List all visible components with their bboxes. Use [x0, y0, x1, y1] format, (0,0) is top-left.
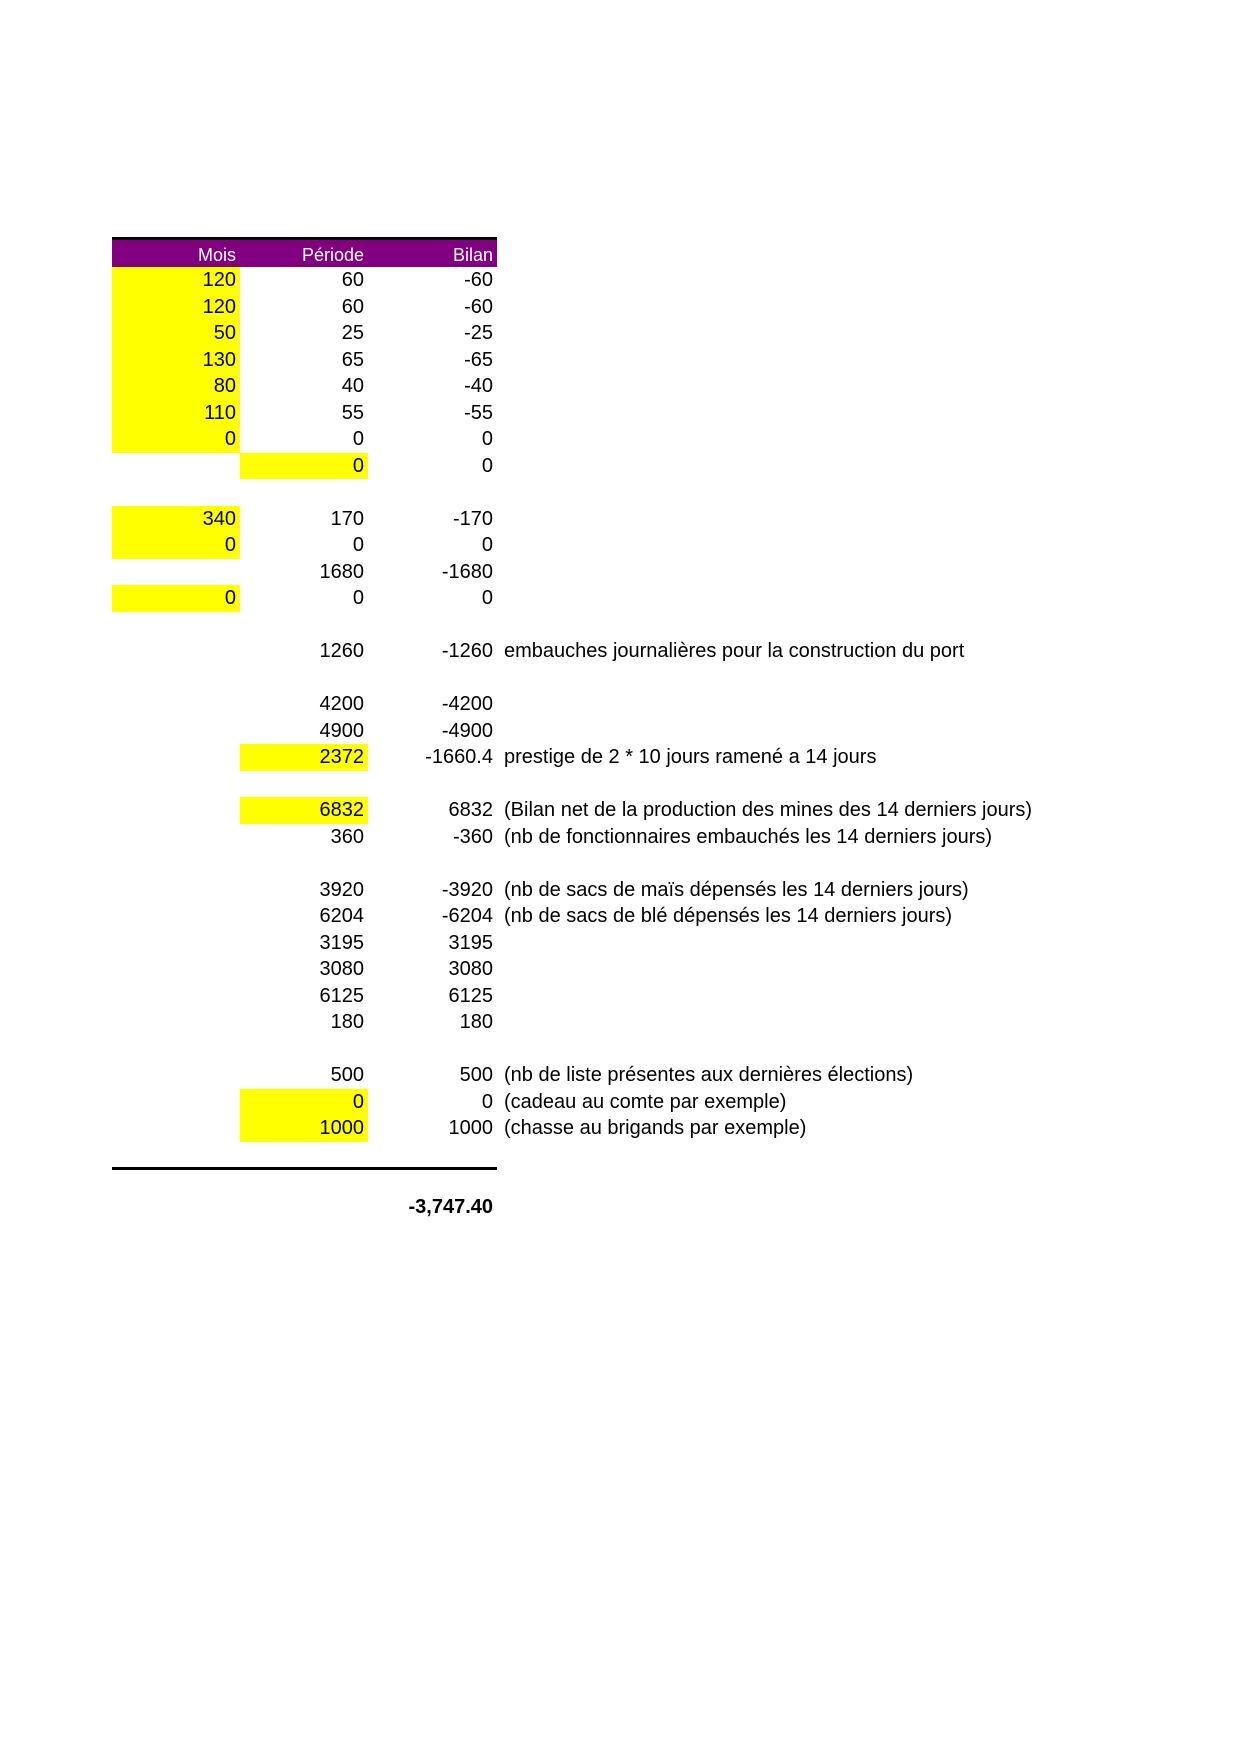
cell-mois[interactable]	[112, 797, 240, 824]
cell-bilan[interactable]: 1000	[448, 1117, 493, 1139]
table-row	[112, 744, 1132, 771]
table-row	[112, 585, 1132, 612]
cell-periode[interactable]: 0	[352, 587, 364, 609]
table-row	[112, 983, 1132, 1010]
cell-note[interactable]: (nb de fonctionnaires embauchés les 14 derniers jours)	[504, 825, 993, 848]
table-row	[112, 718, 1132, 745]
cell-bilan[interactable]: 180	[459, 1011, 493, 1033]
cell-mois[interactable]: 130	[112, 347, 240, 374]
cell-periode[interactable]: 2372	[240, 744, 368, 771]
cell-periode[interactable]: 6832	[240, 797, 368, 824]
cell-bilan[interactable]: -60	[464, 295, 493, 318]
table-row	[112, 532, 1132, 559]
cell-mois[interactable]	[112, 744, 240, 771]
cell-mois[interactable]	[112, 1115, 240, 1142]
cell-bilan[interactable]: 0	[481, 1090, 493, 1113]
cell-bilan[interactable]: 6832	[448, 799, 493, 821]
cell-note[interactable]: prestige de 2 * 10 jours ramené a 14 jours	[504, 746, 877, 768]
cell-mois[interactable]	[112, 903, 240, 930]
cell-note[interactable]: (nb de sacs de blé dépensés les 14 derniers jours)	[504, 905, 953, 927]
cell-bilan[interactable]: -55	[464, 401, 493, 424]
cell-periode[interactable]: 4200	[319, 693, 364, 715]
cell-bilan[interactable]: -60	[464, 269, 493, 291]
cell-periode[interactable]: 3920	[319, 878, 364, 901]
cell-bilan[interactable]: -170	[452, 507, 493, 530]
cell-mois[interactable]: 50	[112, 320, 240, 347]
table-row	[112, 1089, 1132, 1116]
table-row	[112, 824, 1132, 851]
header-periode: Période	[301, 245, 364, 265]
cell-periode[interactable]: 0	[240, 453, 368, 480]
cell-note[interactable]: embauches journalières pour la construction du port	[504, 640, 965, 662]
bilan-total: -3,747.40	[408, 1196, 493, 1218]
table-row	[112, 267, 1132, 294]
table-row	[112, 1062, 1132, 1089]
header-bilan: Bilan	[452, 245, 493, 265]
bottom-border	[112, 1167, 497, 1170]
cell-bilan[interactable]: 0	[481, 454, 493, 477]
cell-periode[interactable]: 6125	[319, 984, 364, 1007]
table-row	[112, 400, 1132, 427]
cell-note[interactable]: (Bilan net de la production des mines des 14 derniers jours)	[504, 799, 1033, 821]
cell-bilan[interactable]: -360	[452, 825, 493, 848]
cell-periode[interactable]: 500	[330, 1064, 364, 1086]
cell-periode[interactable]: 55	[341, 401, 364, 424]
cell-periode[interactable]: 3080	[319, 958, 364, 980]
cell-mois[interactable]: 120	[112, 267, 240, 294]
cell-mois[interactable]	[112, 930, 240, 957]
table-row	[112, 559, 1132, 586]
cell-mois[interactable]: 80	[112, 373, 240, 400]
cell-periode[interactable]: 360	[330, 825, 364, 848]
cell-periode[interactable]: 3195	[319, 931, 364, 954]
table-row	[112, 294, 1132, 321]
table-row	[112, 373, 1132, 400]
cell-mois[interactable]: 0	[112, 585, 240, 612]
header-row	[112, 240, 497, 267]
cell-note[interactable]: (nb de liste présentes aux dernières élections)	[504, 1064, 914, 1086]
cell-periode[interactable]: 1260	[319, 640, 364, 662]
cell-bilan[interactable]: 0	[481, 534, 493, 556]
cell-bilan[interactable]: -3920	[441, 878, 493, 901]
cell-bilan[interactable]: -6204	[441, 905, 493, 927]
cell-periode[interactable]: 65	[341, 348, 364, 371]
table-row	[112, 320, 1132, 347]
cell-mois[interactable]: 340	[112, 506, 240, 533]
cell-bilan[interactable]: -4900	[441, 719, 493, 742]
cell-mois[interactable]	[112, 559, 240, 586]
cell-mois[interactable]	[112, 638, 240, 665]
cell-mois[interactable]: 110	[112, 400, 240, 427]
cell-periode[interactable]: 0	[352, 534, 364, 556]
cell-mois[interactable]	[112, 1089, 240, 1116]
cell-mois[interactable]: 0	[112, 532, 240, 559]
table-row	[112, 638, 1132, 665]
cell-bilan[interactable]: -25	[464, 322, 493, 344]
cell-bilan[interactable]: 500	[459, 1064, 493, 1086]
cell-bilan[interactable]: 6125	[448, 984, 493, 1007]
cell-bilan[interactable]: 0	[481, 428, 493, 450]
table-row	[112, 453, 1132, 480]
cell-periode[interactable]: 25	[341, 322, 364, 344]
cell-mois[interactable]	[112, 956, 240, 983]
table-row	[112, 903, 1132, 930]
cell-bilan[interactable]: -65	[464, 348, 493, 371]
table-row	[112, 1009, 1132, 1036]
cell-periode[interactable]: 6204	[319, 905, 364, 927]
cell-bilan[interactable]: 0	[481, 587, 493, 609]
cell-mois[interactable]	[112, 691, 240, 718]
cell-periode[interactable]: 180	[330, 1011, 364, 1033]
cell-bilan[interactable]: -1660.4	[425, 746, 493, 768]
cell-mois[interactable]: 0	[112, 426, 240, 453]
cell-mois[interactable]	[112, 1009, 240, 1036]
cell-periode[interactable]: 170	[330, 507, 364, 530]
table-row	[112, 347, 1132, 374]
cell-note[interactable]: (chasse au brigands par exemple)	[504, 1117, 807, 1139]
table-row	[112, 506, 1132, 533]
cell-periode[interactable]: 60	[341, 269, 364, 291]
cell-mois[interactable]	[112, 453, 240, 480]
cell-bilan[interactable]: 3195	[448, 931, 493, 954]
cell-mois[interactable]	[112, 877, 240, 904]
table-row	[112, 930, 1132, 957]
cell-note[interactable]: (nb de sacs de maïs dépensés les 14 derniers jours)	[504, 878, 969, 901]
cell-bilan[interactable]: -1260	[441, 640, 493, 662]
cell-periode[interactable]: 0	[352, 428, 364, 450]
table-row	[112, 426, 1132, 453]
cell-mois[interactable]	[112, 983, 240, 1010]
table-row	[112, 956, 1132, 983]
table-row	[112, 877, 1132, 904]
cell-mois[interactable]	[112, 718, 240, 745]
cell-mois[interactable]: 120	[112, 294, 240, 321]
cell-bilan[interactable]: -40	[464, 375, 493, 397]
cell-bilan[interactable]: 3080	[448, 958, 493, 980]
cell-periode[interactable]: 1000	[240, 1115, 368, 1142]
cell-bilan[interactable]: -4200	[441, 693, 493, 715]
table-row	[112, 797, 1132, 824]
table-row	[112, 691, 1132, 718]
cell-periode[interactable]: 40	[341, 375, 364, 397]
cell-periode[interactable]: 60	[341, 295, 364, 318]
cell-periode[interactable]: 0	[240, 1089, 368, 1116]
table-row	[112, 1115, 1132, 1142]
cell-mois[interactable]	[112, 824, 240, 851]
cell-periode[interactable]: 1680	[319, 560, 364, 583]
cell-bilan[interactable]: -1680	[441, 560, 493, 583]
cell-note[interactable]: (cadeau au comte par exemple)	[504, 1090, 787, 1113]
header-mois: Mois	[197, 245, 236, 265]
cell-mois[interactable]	[112, 1062, 240, 1089]
cell-periode[interactable]: 4900	[319, 719, 364, 742]
